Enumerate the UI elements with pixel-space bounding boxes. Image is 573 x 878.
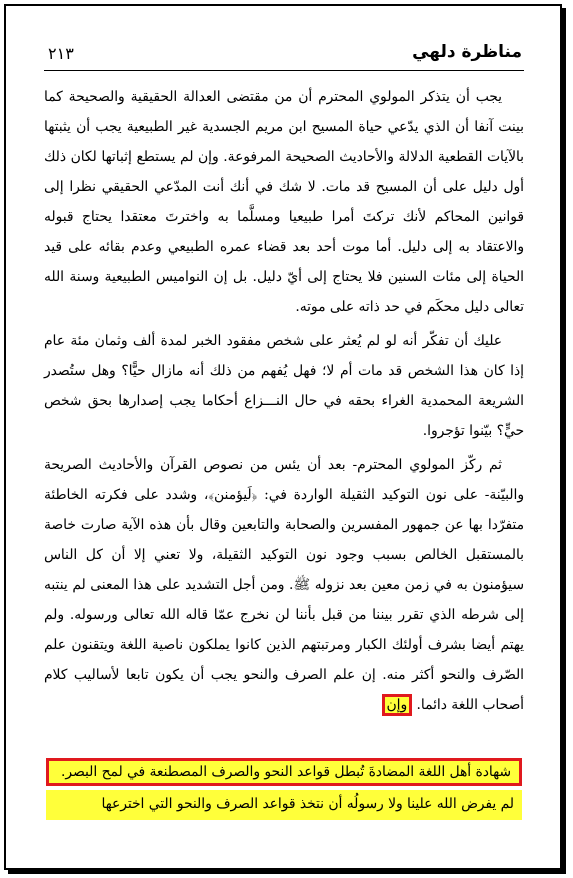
highlighted-word: وإن [382,694,413,716]
paragraph-1: يجب أن يتذكر المولوي المحترم أن من مقتضى العدالة الحقيقية والصحيحة كما بينت آنفا أن الذي يدّعي حياة المسيح ابن مريم الجسدية غير الطبيعية يجب أن يثبتها بالآيات القطعية الدلالة والأحاديث الصحيحة المرفوعة. وإن لم يستطع إثباتها لكان ذلك أول دليل على أن المسيح قد مات. لا شك في أنك أنت المدّعي الحقيقي نظرا إلى قوانين المحاكم لأنك تركتَ أمرا طبيعيا ومسلَّما به واخترتَ معتقدا يحتاج قبوله والاعتقاد به إلى دليل. أما موت أحد بعد قضاء عمره الطبيعي وعدم بقائه على قيد الحياة إلى مئات السنين فلا يحتاج إلى أيّ دليل. بل إن النواميس الطبيعية وسنة الله تعالى دليل محكَم في حد ذاته على موته. [44,89,524,315]
page-number: ٢١٣ [48,44,74,63]
paragraph-3 [44,450,524,720]
highlighted-line-yellow: لم يفرض الله علينا ولا رسولُه أن نتخذ قواعد الصرف والنحو التي اخترعها [46,790,522,820]
paragraph-3-text: ثم ركّز المولوي المحترم- بعد أن يئس من نصوص القرآن والأحاديث الصريحة والبيّنة- على نون التوكيد الثقيلة الواردة في: ﴿لَيؤمنن﴾، وشدد على فكرته الخاطئة متفرّدا بها عن جمهور المفسرين والصحابة والتابعين وقال بأن هذه الآية صارت خاصة بالمستقبل الخالص بسبب وجود نون التوكيد الثقيلة، ولا تعني إلا أن كل الناس سيؤمنون به في زمن معين بعد نزوله ﷺ. ومن أجل التشديد على هذا المعنى لم ينتبه إلى شرطه الذي تقرر بيننا من قبل بأننا لن نخرج عمّا قاله الله تعالى ورسوله. ولم يهتم أيضا بشرف أولئك الكبار ومرتبتهم الذين كانوا يملكون ناصية اللغة ويتقنون علم الصّرف والنحو أكثر منه. إن علم الصرف والنحو يجب أن يكون تابعا لأساليب كلام أصحاب اللغة دائما. [44,457,524,713]
page-header [44,40,524,71]
paragraph-2: عليك أن تفكّر أنه لو لم يُعثر على شخص مفقود الخبر لمدة ألف وثمان مئة عام إذا كان هذا الشخص قد مات أم لا؛ فهل يُفهم من ذلك أنه مازال حيًّا؟ وهل ستُصدر الشريعة المحمدية الغراء بحقه في حال النـــزاع أحكاما يجب إصدارها بحق شخص حيٍّ؟ بيّنوا تؤجروا. [44,333,524,439]
highlighted-line-red-box: شهادة أهل اللغة المضادةَ تُبطل قواعد النحو والصرف المصطنعة في لمح البصر. [46,758,522,786]
body-text [44,82,524,720]
running-title: مناظرة دلهي [412,42,522,62]
